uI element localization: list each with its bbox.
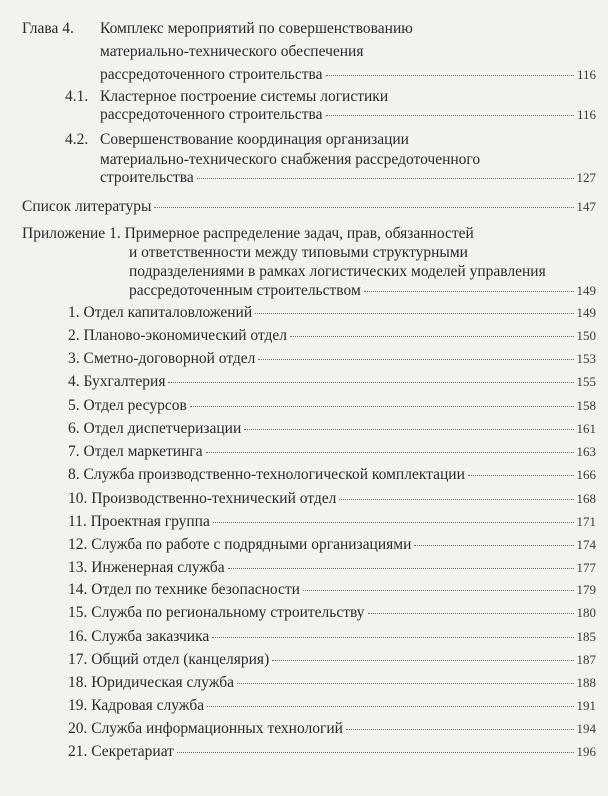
page-number: 116 xyxy=(576,67,596,82)
dot-leader xyxy=(346,729,574,730)
section-number: 4.2. xyxy=(65,131,89,148)
section-title-line-1: Совершенствование координация организации xyxy=(100,131,409,148)
appendix-title-last-line xyxy=(129,281,596,301)
dept-line xyxy=(68,719,596,739)
page-number: 150 xyxy=(576,328,596,343)
dot-leader xyxy=(303,590,574,591)
dot-leader xyxy=(190,406,574,407)
bibliography-title: Список литературы xyxy=(22,198,152,215)
dept-line xyxy=(68,650,596,670)
dept-title: 21. Секретариат xyxy=(68,743,174,760)
chapter-title-last-line xyxy=(100,65,596,85)
dot-leader xyxy=(177,752,574,753)
dept-line xyxy=(68,558,596,578)
dot-leader xyxy=(212,637,573,638)
section-title-line-2: материально-технического снабжения рассредоточенного xyxy=(100,151,481,168)
page-number: 155 xyxy=(576,374,596,389)
dept-title: 17. Общий отдел (канцелярия) xyxy=(68,651,270,668)
dept-line xyxy=(68,419,596,439)
dot-leader xyxy=(244,429,573,430)
dot-leader xyxy=(339,499,573,500)
dot-leader xyxy=(206,452,574,453)
dept-line xyxy=(68,303,596,323)
appendix-title-line-4: рассредоточенным строительством xyxy=(129,282,361,299)
chapter-title-line-3: рассредоточенного строительства xyxy=(100,66,323,83)
appendix-title-line-2: и ответственности между типовыми структурными xyxy=(129,244,468,261)
dot-leader xyxy=(290,336,573,337)
dept-line xyxy=(68,512,596,532)
section-title-line-3: строительства xyxy=(100,169,194,186)
dept-title: 5. Отдел ресурсов xyxy=(68,397,187,414)
chapter-title-line-1: Комплекс мероприятий по совершенствованию xyxy=(100,20,413,37)
appendix-title-line-3: подразделениями в рамках логистических моделей управления xyxy=(129,263,546,280)
dept-title: 10. Производственно-технический отдел xyxy=(68,490,337,507)
page-number: 191 xyxy=(576,698,596,713)
dot-leader xyxy=(255,313,573,314)
dept-line xyxy=(68,673,596,693)
dept-line xyxy=(68,742,596,762)
page-number: 194 xyxy=(576,721,596,736)
dot-leader xyxy=(207,706,573,707)
page-number: 180 xyxy=(576,605,596,620)
page-number: 127 xyxy=(576,170,596,185)
dept-line xyxy=(68,465,596,485)
page-number: 149 xyxy=(576,305,596,320)
bibliography-line xyxy=(22,197,596,217)
dot-leader xyxy=(364,291,574,292)
section-number: 4.1. xyxy=(65,88,89,105)
page-number: 187 xyxy=(576,652,596,667)
dept-title: 4. Бухгалтерия xyxy=(68,373,166,390)
dept-title: 8. Служба производственно-технологической комплектации xyxy=(68,466,465,483)
page-number: 174 xyxy=(576,537,596,552)
dept-title: 3. Сметно-договорной отдел xyxy=(68,350,256,367)
page-number: 163 xyxy=(576,444,596,459)
page-number: 147 xyxy=(576,199,596,214)
dot-leader xyxy=(468,475,574,476)
page-number: 196 xyxy=(576,744,596,759)
dept-line xyxy=(68,349,596,369)
section-title-last-line xyxy=(100,168,596,188)
dept-title: 12. Служба по работе с подрядными организациями xyxy=(68,536,412,553)
page-number: 171 xyxy=(576,514,596,529)
page-number: 166 xyxy=(576,467,596,482)
dept-line xyxy=(68,396,596,416)
dept-line xyxy=(68,442,596,462)
dot-leader xyxy=(414,545,573,546)
dept-title: 14. Отдел по технике безопасности xyxy=(68,581,300,598)
dept-line xyxy=(68,489,596,509)
page-number: 161 xyxy=(576,421,596,436)
dept-line xyxy=(68,603,596,623)
section-title-last-line xyxy=(100,105,596,125)
section-title-line-1: Кластерное построение системы логистики xyxy=(100,88,389,105)
dot-leader xyxy=(272,660,573,661)
dept-title: 1. Отдел капиталовложений xyxy=(68,304,253,321)
dept-title: 7. Отдел маркетинга xyxy=(68,443,203,460)
dept-title: 2. Планово-экономический отдел xyxy=(68,327,288,344)
page-number: 149 xyxy=(576,283,596,298)
dept-line xyxy=(68,326,596,346)
dot-leader xyxy=(326,75,574,76)
dot-leader xyxy=(368,613,574,614)
dept-title: 19. Кадровая служба xyxy=(68,697,205,714)
dept-line xyxy=(68,372,596,392)
page-number: 158 xyxy=(576,398,596,413)
dept-title: 13. Инженерная служба xyxy=(68,559,225,576)
page-number: 188 xyxy=(576,675,596,690)
page-number: 168 xyxy=(576,491,596,506)
page-number: 153 xyxy=(576,351,596,366)
dot-leader xyxy=(197,178,574,179)
chapter-label: Глава 4. xyxy=(22,20,74,37)
dept-title: 6. Отдел диспетчеризации xyxy=(68,420,242,437)
page-number: 116 xyxy=(576,107,596,122)
dept-title: 18. Юридическая служба xyxy=(68,674,234,691)
section-title-line-2: рассредоточенного строительства xyxy=(100,106,323,123)
dot-leader xyxy=(213,522,574,523)
dept-line xyxy=(68,696,596,716)
dept-line xyxy=(68,580,596,600)
dot-leader xyxy=(228,568,574,569)
chapter-title-line-2: материально-технического обеспечения xyxy=(100,43,364,60)
dot-leader xyxy=(237,683,574,684)
dot-leader xyxy=(154,207,573,208)
dept-title: 11. Проектная группа xyxy=(68,513,210,530)
dept-line xyxy=(68,535,596,555)
dept-line xyxy=(68,627,596,647)
dot-leader xyxy=(258,359,573,360)
dept-title: 20. Служба информационных технологий xyxy=(68,720,343,737)
dept-title: 15. Служба по региональному строительству xyxy=(68,604,365,621)
page-number: 179 xyxy=(576,582,596,597)
page-number: 185 xyxy=(576,629,596,644)
page-number: 177 xyxy=(576,560,596,575)
appendix-title-line-1: Приложение 1. Примерное распределение задач, прав, обязанностей xyxy=(22,225,474,242)
dot-leader xyxy=(326,115,574,116)
dept-title: 16. Служба заказчика xyxy=(68,628,210,645)
dot-leader xyxy=(168,382,573,383)
